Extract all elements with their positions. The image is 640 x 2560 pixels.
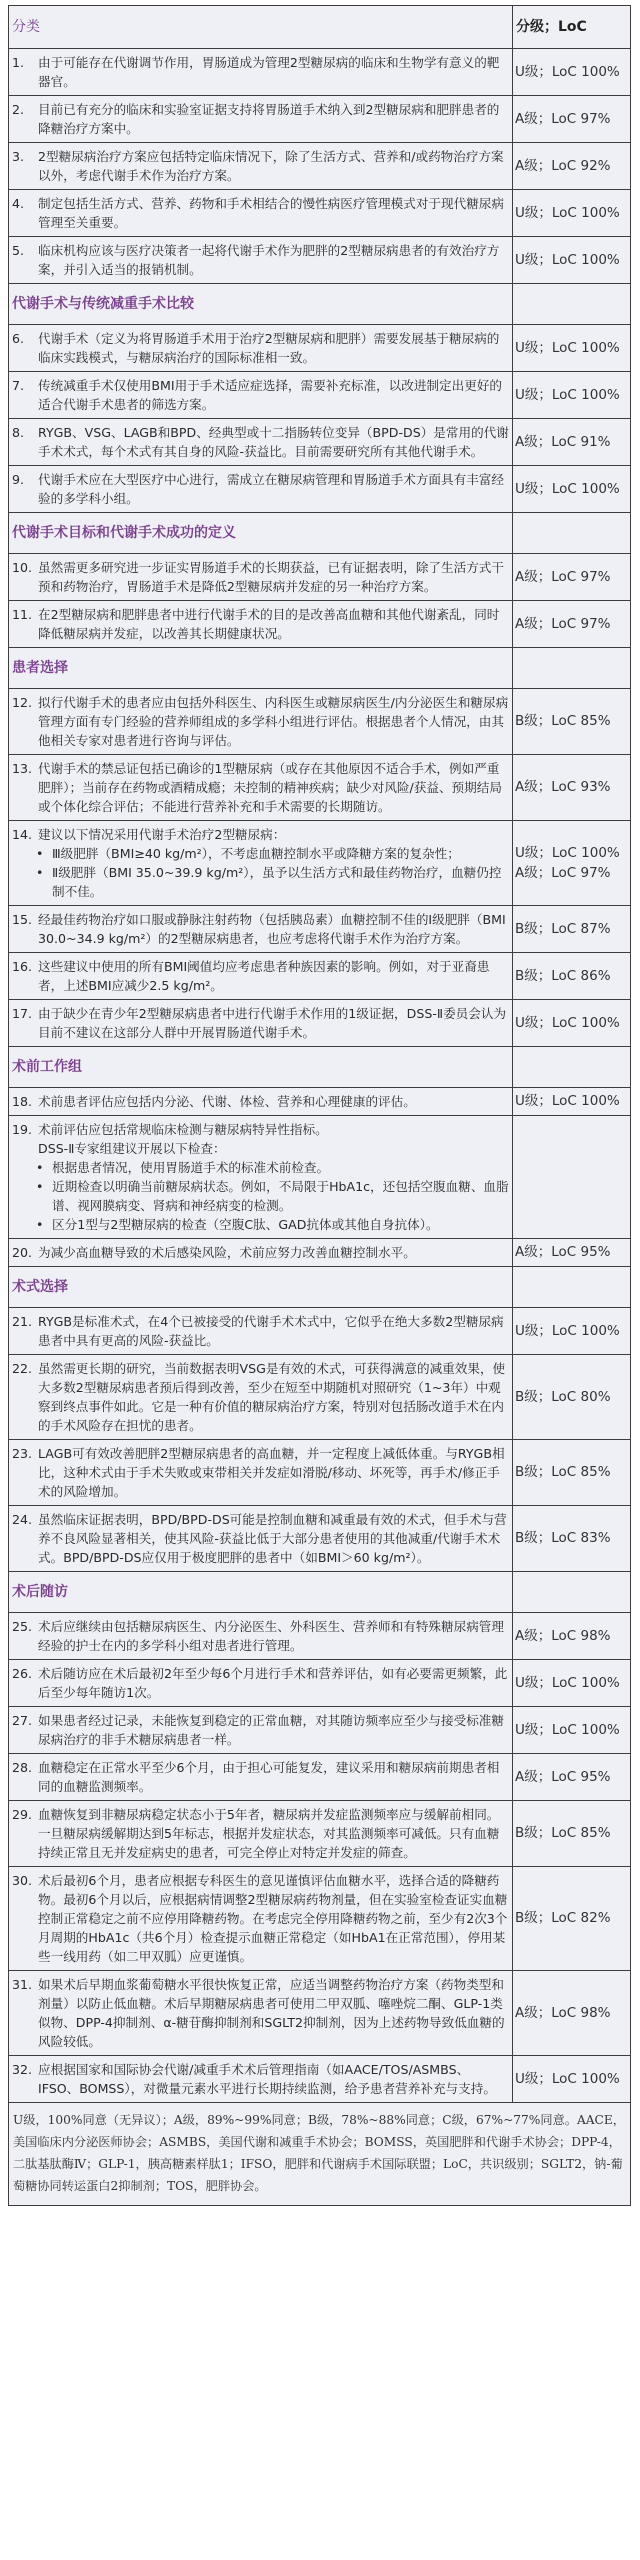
recommendation-cell	[9, 554, 513, 601]
table-row	[9, 1867, 631, 1971]
grade-cell	[513, 755, 631, 821]
recommendation-cell	[9, 1088, 513, 1116]
section-grade-cell	[513, 284, 631, 325]
recommendation-text: 经最佳药物治疗如口服或静脉注射药物（包括胰岛素）血糖控制不佳的Ⅰ级肥胖（BMI 30.0~34.9 kg/m²）的2型糖尿病患者，也应考虑将代谢手术作为治疗方案。	[38, 912, 506, 946]
recommendation-text: 制定包括生活方式、营养、药物和手术相结合的慢性病医疗管理模式对于现代糖尿病管理至关重要。	[38, 196, 504, 230]
recommendation-cell	[9, 96, 513, 143]
recommendation	[12, 693, 509, 750]
grade-cell	[513, 1971, 631, 2056]
recommendation-body	[38, 558, 509, 596]
grade-cell	[513, 143, 631, 190]
recommendation-text: LAGB可有效改善肥胖2型糖尿病患者的高血糖，并一定程度上减低体重。与RYGB相比，这种术式由于手术失败或束带相关并发症如滑脱/移动、坏死等，再手术/修正手术的风险增加。	[38, 1446, 505, 1499]
recommendation-number: 26.	[12, 1666, 33, 1681]
header-category: 分类	[9, 6, 513, 49]
recommendation-text: 如果术后早期血浆葡萄糖水平很快恢复正常，应适当调整药物治疗方案（药物类型和剂量）以防止低血糖。术后早期糖尿病患者可使用二甲双胍、噻唑烷二酮、GLP-1类似物、DPP-4抑制剂、α-糖苷酶抑制剂和SGLT2抑制剂，因为上述药物导致低血糖的风险较低。	[38, 1977, 505, 2049]
recommendation-text: 如果患者经过记录，未能恢复到稳定的正常血糖，对其随访频率应至少与接受标准糖尿病治疗的非手术糖尿病患者一样。	[38, 1713, 504, 1747]
table-row	[9, 1116, 631, 1239]
table-row	[9, 237, 631, 284]
section-title: 术前工作组	[12, 1059, 82, 1075]
recommendation	[12, 1711, 509, 1749]
recommendation-body	[38, 53, 509, 91]
recommendation-body	[38, 1312, 509, 1350]
recommendation-body	[38, 2060, 509, 2098]
recommendation-text: 建议以下情况采用代谢手术治疗2型糖尿病：	[38, 827, 286, 842]
recommendation-cell	[9, 601, 513, 648]
recommendation	[12, 605, 509, 643]
recommendation-number: 12.	[12, 695, 33, 710]
table-row	[9, 1971, 631, 2056]
grade-cell	[513, 906, 631, 953]
grade-cell	[513, 1867, 631, 1971]
consensus-document	[8, 5, 630, 2206]
grade-cell	[513, 419, 631, 466]
grade-cell	[513, 1000, 631, 1047]
recommendation-text: 在2型糖尿病和肥胖患者中进行代谢手术的目的是改善高血糖和其他代谢紊乱，同时降低糖尿病并发症，以改善其长期健康状况。	[38, 607, 500, 641]
grade-value: U级；LoC 100%	[515, 1322, 620, 1339]
grade-cell	[513, 1308, 631, 1355]
table-row	[9, 49, 631, 96]
recommendation-text: RYGB、VSG、LAGB和BPD、经典型或十二指肠转位变异（BPD-DS）是常用的代谢手术术式，每个术式有其自身的风险-获益比。目前需要研究所有其他代谢手术。	[38, 425, 509, 459]
table-row	[9, 554, 631, 601]
recommendation	[12, 1004, 509, 1042]
recommendation	[12, 910, 509, 948]
recommendation-body	[38, 1004, 509, 1042]
section-header-row	[9, 513, 631, 554]
header-grade: 分级；LoC	[513, 6, 631, 49]
recommendation-cell	[9, 1613, 513, 1660]
recommendation	[12, 470, 509, 508]
recommendation-subtext: DSS-Ⅱ专家组建议开展以下检查：	[38, 1141, 226, 1156]
recommendation-text: 临床机构应该与医疗决策者一起将代谢手术作为肥胖的2型糖尿病患者的有效治疗方案，并引入适当的报销机制。	[38, 243, 500, 277]
recommendation-cell	[9, 1971, 513, 2056]
recommendation-number: 30.	[12, 1873, 33, 1888]
grade-cell	[513, 1440, 631, 1506]
grade-cell	[513, 1355, 631, 1440]
recommendation-body	[38, 100, 509, 138]
grade-value: B级；LoC 85%	[515, 1464, 611, 1480]
recommendation-cell	[9, 1867, 513, 1971]
recommendation-body	[38, 1444, 509, 1501]
recommendation	[12, 1092, 509, 1111]
table-row	[9, 1088, 631, 1116]
recommendation-cell	[9, 143, 513, 190]
recommendation-cell	[9, 1440, 513, 1506]
recommendation-cell	[9, 1308, 513, 1355]
recommendation-text: 术前患者评估应包括内分泌、代谢、体检、营养和心理健康的评估。	[38, 1094, 416, 1109]
recommendation-body	[38, 241, 509, 279]
recommendation-number: 10.	[12, 560, 33, 575]
recommendation-body	[38, 1758, 509, 1796]
recommendation-body	[38, 910, 509, 948]
recommendation-number: 1.	[12, 55, 25, 70]
table-row	[9, 325, 631, 372]
grade-value: A级；LoC 95%	[515, 1244, 611, 1260]
grade-value: U级；LoC 100%	[515, 251, 620, 268]
recommendation-number: 20.	[12, 1245, 33, 1260]
recommendation-number: 3.	[12, 149, 25, 164]
section-title: 患者选择	[12, 660, 68, 676]
recommendation-number: 22.	[12, 1361, 33, 1376]
recommendation-number: 16.	[12, 959, 33, 974]
recommendation-number: 13.	[12, 761, 33, 776]
recommendation-text: 术后应继续由包括糖尿病医生、内分泌医生、外科医生、营养师和有特殊糖尿病管理经验的护士在内的多学科小组对患者进行管理。	[38, 1619, 504, 1653]
section-title: 术式选择	[12, 1279, 68, 1295]
recommendation-number: 23.	[12, 1446, 33, 1461]
recommendation-cell	[9, 755, 513, 821]
recommendation	[12, 759, 509, 816]
recommendation-text: 血糖恢复到非糖尿病稳定状态小于5年者，糖尿病并发症监测频率应与缓解前相同。一旦糖尿病缓解期达到5年标志，根据并发症状态，对其监测频率可减低。只有血糖持续正常且无并发症病史的患者，可完全停止对特定并发症的筛查。	[38, 1807, 500, 1860]
table-row	[9, 1239, 631, 1267]
recommendation-number: 24.	[12, 1512, 33, 1527]
recommendation-body	[38, 693, 509, 750]
grade-value: A级；LoC 91%	[515, 433, 611, 450]
recommendation-body	[38, 1805, 509, 1862]
grade-cell	[513, 1088, 631, 1116]
recommendation	[12, 558, 509, 596]
recommendation-cell	[9, 1754, 513, 1801]
recommendation-number: 9.	[12, 472, 25, 487]
grade-value: U级；LoC 100%	[515, 480, 620, 497]
recommendation-cell	[9, 190, 513, 237]
recommendation-text: 术前评估应包括常规临床检测与糖尿病特异性指标。	[38, 1122, 328, 1137]
grade-cell	[513, 1707, 631, 1754]
table-row	[9, 1613, 631, 1660]
recommendation-text: 这些建议中使用的所有BMI阈值均应考虑患者种族因素的影响。例如，对于亚裔患者，上述BMI应减少2.5 kg/m²。	[38, 959, 490, 993]
section-grade-cell	[513, 513, 631, 554]
grade-value: A级；LoC 93%	[515, 779, 611, 795]
recommendation	[12, 1871, 509, 1966]
footnote-row	[9, 2103, 631, 2206]
section-title-cell	[9, 1572, 513, 1613]
bullet-item: • 根据患者情况，使用胃肠道手术的标准术前检查。	[52, 1158, 509, 1177]
grade-cell	[513, 49, 631, 96]
section-grade-cell	[513, 1267, 631, 1308]
grade-value: A级；LoC 97%	[515, 110, 611, 127]
recommendation-body	[38, 1975, 509, 2051]
recommendation	[12, 1312, 509, 1350]
recommendation-cell	[9, 325, 513, 372]
recommendation-body	[38, 376, 509, 414]
recommendation-body	[38, 329, 509, 367]
grade-cell	[513, 1116, 631, 1239]
recommendation-number: 21.	[12, 1314, 33, 1329]
recommendation-text: 为减少高血糖导致的术后感染风险，术前应努力改善血糖控制水平。	[38, 1245, 416, 1260]
recommendation-body	[38, 605, 509, 643]
recommendation	[12, 1444, 509, 1501]
table-row	[9, 143, 631, 190]
grade-cell	[513, 237, 631, 284]
recommendation-cell	[9, 1660, 513, 1707]
grade-value: U级；LoC 100%	[515, 1014, 620, 1031]
recommendation-text: 由于可能存在代谢调节作用，胃肠道成为管理2型糖尿病的临床和生物学有意义的靶器官。	[38, 55, 500, 89]
recommendation-text: 术后随访应在术后最初2年至少每6个月进行手术和营养评估，如有必要需更频繁，此后至少每年随访1次。	[38, 1666, 508, 1700]
recommendation-text: 由于缺少在青少年2型糖尿病患者中进行代谢手术作用的1级证据，DSS-Ⅱ委员会认为目前不建议在这部分人群中开展胃肠道代谢手术。	[38, 1006, 507, 1040]
recommendation	[12, 1359, 509, 1435]
bullet-list	[12, 1158, 509, 1234]
recommendation	[12, 1758, 509, 1796]
grade-value: U级；LoC 100%	[515, 63, 620, 80]
recommendation-cell	[9, 372, 513, 419]
grade-value: A级；LoC 95%	[515, 1768, 611, 1785]
bullet-item: • Ⅲ级肥胖（BMI≥40 kg/m²），不考虑血糖控制水平或降糖方案的复杂性；	[52, 844, 509, 863]
grade-cell	[513, 96, 631, 143]
footnote: U级，100%同意（无异议）；A级，89%~99%同意；B级，78%~88%同意；C级，67%~77%同意。AACE，美国临床内分泌医师协会；ASMBS，美国代谢和减重手术协会；BOMSS，英国肥胖和代谢手术协会；DPP-4，二肽基肽酶Ⅳ；GLP-1，胰高糖素样肽1；IFSO，肥胖和代谢病手术国际联盟；LoC，共识级别；SGLT2，钠-葡萄糖协同转运蛋白2抑制剂；TOS，肥胖协会。	[9, 2103, 631, 2206]
section-title-cell	[9, 513, 513, 554]
recommendation-body	[38, 470, 509, 508]
recommendation-text: 2型糖尿病治疗方案应包括特定临床情况下，除了生活方式、营养和/或药物治疗方案以外，考虑代谢手术作为治疗方案。	[38, 149, 504, 183]
grade-value: A级；LoC 98%	[515, 2004, 611, 2021]
recommendation-cell	[9, 906, 513, 953]
grade-cell	[513, 1239, 631, 1267]
bullet-item: • Ⅱ级肥胖（BMI 35.0~39.9 kg/m²），虽予以生活方式和最佳药物治疗，血糖仍控制不佳。	[52, 863, 509, 901]
table-row	[9, 1506, 631, 1572]
recommendation-text: 目前已有充分的临床和实验室证据支持将胃肠道手术纳入到2型糖尿病和肥胖患者的降糖治疗方案中。	[38, 102, 500, 136]
recommendation-number: 25.	[12, 1619, 33, 1634]
grade-cell	[513, 821, 631, 906]
grade-value: B级；LoC 80%	[515, 1388, 611, 1405]
recommendation-number: 28.	[12, 1760, 33, 1775]
recommendation-text: 拟行代谢手术的患者应由包括外科医生、内科医生或糖尿病医生/内分泌医生和糖尿病管理方面有专门经验的营养师组成的多学科小组进行评估。根据患者个人情况，由其他相关专家对患者进行咨询与评估。	[38, 695, 509, 748]
recommendation	[12, 53, 509, 91]
table-row	[9, 1707, 631, 1754]
recommendation-body	[38, 1243, 509, 1262]
grade-value: B级；LoC 85%	[515, 1825, 611, 1841]
grade-cell	[513, 554, 631, 601]
recommendation	[12, 147, 509, 185]
grade-value: A级；LoC 97%	[515, 568, 611, 585]
section-title-cell	[9, 1047, 513, 1088]
grade-cell	[513, 1613, 631, 1660]
grade-cell	[513, 1754, 631, 1801]
grade-value: U级；LoC 100%	[515, 339, 620, 356]
table-row	[9, 419, 631, 466]
recommendation	[12, 957, 509, 995]
recommendation	[12, 1975, 509, 2051]
table-row	[9, 1000, 631, 1047]
recommendations-table	[8, 5, 631, 2206]
table-row	[9, 689, 631, 755]
recommendation-cell	[9, 1116, 513, 1239]
recommendation-cell	[9, 1707, 513, 1754]
recommendation-body	[38, 1617, 509, 1655]
recommendation-number: 11.	[12, 607, 33, 622]
table-row	[9, 1754, 631, 1801]
recommendation-number: 17.	[12, 1006, 33, 1021]
table-header-row	[9, 6, 631, 49]
recommendation-body	[38, 1871, 509, 1966]
recommendation	[12, 1664, 509, 1702]
recommendation-body	[38, 1711, 509, 1749]
grade-value: U级；LoC 100%	[515, 386, 620, 403]
recommendation-text: 代谢手术应在大型医疗中心进行，需成立在糖尿病管理和胃肠道手术方面具有丰富经验的多学科小组。	[38, 472, 504, 506]
table-row	[9, 2056, 631, 2103]
grade-value: U级；LoC 100%	[515, 2070, 620, 2087]
grade-value: B级；LoC 86%	[515, 967, 611, 984]
grade-value: B级；LoC 85%	[515, 713, 611, 729]
table-row	[9, 96, 631, 143]
recommendation-number: 19.	[12, 1122, 33, 1137]
recommendation-cell	[9, 2056, 513, 2103]
grade-value: U级；LoC 100%	[515, 845, 620, 861]
grade-cell	[513, 190, 631, 237]
recommendation	[12, 241, 509, 279]
recommendation	[12, 329, 509, 367]
recommendation	[12, 2060, 509, 2098]
recommendation	[12, 1510, 509, 1567]
recommendation-cell	[9, 1506, 513, 1572]
recommendation-text: 代谢手术的禁忌证包括已确诊的1型糖尿病（或存在其他原因不适合手术，例如严重肥胖）；当前存在药物或酒精成瘾；未控制的精神疾病；缺少对风险/获益、预期结局或个体化综合评估；不能进行营养补充和手术需要的长期随访。	[38, 761, 502, 814]
grade-cell	[513, 689, 631, 755]
recommendation-text: 术后最初6个月，患者应根据专科医生的意见谨慎评估血糖水平，选择合适的降糖药物。最初6个月以后，应根据病情调整2型糖尿病药物剂量，但在实验室检查证实血糖控制正常稳定之前不应停用降糖药物。在考虑完全停用降糖药物之前，至少有2次3个月周期的HbA1c（共6个月）检查提示血糖正常稳定（如HbA1在正常范围），停用某些一线用药（如二甲双胍）应更谨慎。	[38, 1873, 508, 1964]
grade-value: A级；LoC 92%	[515, 157, 611, 174]
table-row	[9, 1308, 631, 1355]
recommendation-cell	[9, 1801, 513, 1867]
recommendation-body	[38, 1510, 509, 1567]
grade-value: A级；LoC 97%	[515, 615, 611, 632]
recommendation-text: 代谢手术（定义为将胃肠道手术用于治疗2型糖尿病和肥胖）需要发展基于糖尿病的临床实践模式，与糖尿病治疗的国际标准相一致。	[38, 331, 500, 365]
recommendation-cell	[9, 689, 513, 755]
table-row	[9, 1440, 631, 1506]
recommendation-number: 7.	[12, 378, 25, 393]
section-grade-cell	[513, 1047, 631, 1088]
recommendation	[12, 100, 509, 138]
recommendation-number: 27.	[12, 1713, 33, 1728]
recommendation-body	[38, 1092, 509, 1111]
section-header-row	[9, 648, 631, 689]
grade-cell	[513, 601, 631, 648]
recommendation-cell	[9, 1239, 513, 1267]
grade-cell	[513, 1506, 631, 1572]
recommendation-text: 血糖稳定在正常水平至少6个月，由于担心可能复发，建议采用和糖尿病前期患者相同的血糖监测频率。	[38, 1760, 500, 1794]
section-title: 代谢手术与传统减重手术比较	[12, 296, 194, 312]
table-row	[9, 906, 631, 953]
recommendation-number: 31.	[12, 1977, 33, 1992]
recommendation-text: 传统减重手术仅使用BMI用于手术适应症选择，需要补充标准，以改进制定出更好的适合代谢手术患者的筛选方案。	[38, 378, 503, 412]
table-row	[9, 466, 631, 513]
recommendation-cell	[9, 1000, 513, 1047]
section-header-row	[9, 1267, 631, 1308]
recommendation	[12, 1617, 509, 1655]
recommendation-body	[38, 1120, 509, 1158]
recommendation-number: 5.	[12, 243, 25, 258]
recommendation	[12, 825, 509, 844]
table-row	[9, 601, 631, 648]
bullet-list	[12, 844, 509, 901]
table-row	[9, 372, 631, 419]
grade-value: U级；LoC 100%	[515, 1721, 620, 1738]
recommendation-cell	[9, 49, 513, 96]
table-row	[9, 1660, 631, 1707]
table-row	[9, 755, 631, 821]
recommendation-body	[38, 147, 509, 185]
grade-cell	[513, 325, 631, 372]
recommendation-number: 18.	[12, 1094, 33, 1109]
table-row	[9, 1355, 631, 1440]
section-title: 术后随访	[12, 1584, 68, 1600]
recommendation-cell	[9, 821, 513, 906]
recommendation	[12, 1243, 509, 1262]
grade-cell	[513, 466, 631, 513]
grade-value: B级；LoC 82%	[515, 1910, 611, 1926]
section-title: 代谢手术目标和代谢手术成功的定义	[12, 525, 236, 541]
grade-cell	[513, 1660, 631, 1707]
recommendation-number: 6.	[12, 331, 25, 346]
recommendation-cell	[9, 466, 513, 513]
section-header-row	[9, 1572, 631, 1613]
recommendation	[12, 423, 509, 461]
recommendation-text: 虽然临床证据表明，BPD/BPD-DS可能是控制血糖和减重最有效的术式，但手术与营养不良风险显著相关，使其风险-获益比低于大部分患者使用的其他减重/代谢手术术式。BPD/BPD-DS应仅用于极度肥胖的患者中（如BMI＞60 kg/m²）。	[38, 1512, 507, 1565]
recommendation-number: 32.	[12, 2062, 33, 2077]
grade-value: B级；LoC 83%	[515, 1530, 611, 1546]
grade-value: A级；LoC 97%	[515, 865, 611, 881]
recommendation	[12, 1805, 509, 1862]
recommendation-body	[38, 1359, 509, 1435]
recommendation-body	[38, 194, 509, 232]
recommendation-body	[38, 759, 509, 816]
recommendation-cell	[9, 953, 513, 1000]
section-header-row	[9, 1047, 631, 1088]
recommendation-number: 4.	[12, 196, 25, 211]
grade-value: A级；LoC 98%	[515, 1627, 611, 1644]
grade-value: U级；LoC 100%	[515, 1674, 620, 1691]
bullet-item: • 近期检查以明确当前糖尿病状态。例如，不局限于HbA1c，还包括空腹血糖、血脂谱、视网膜病变、肾病和神经病变的检测。	[52, 1177, 509, 1215]
recommendation-cell	[9, 237, 513, 284]
recommendation-text: 虽然需更长期的研究，当前数据表明VSG是有效的术式，可获得满意的减重效果，使大多数2型糖尿病患者预后得到改善，至少在短至中期随机对照研究（1~3年）中观察到终点事件如此。它是一种有价值的糖尿病治疗方案，特别对包括肠改道手术在内的手术风险存在担忧的患者。	[38, 1361, 506, 1433]
recommendation	[12, 1120, 509, 1158]
grade-value: B级；LoC 87%	[515, 920, 611, 937]
section-grade-cell	[513, 1572, 631, 1613]
recommendation-body	[38, 825, 509, 844]
section-header-row	[9, 284, 631, 325]
recommendation-cell	[9, 1355, 513, 1440]
recommendation-text: RYGB是标准术式，在4个已被接受的代谢手术术式中，它似乎在绝大多数2型糖尿病患者中具有更高的风险-获益比。	[38, 1314, 504, 1348]
recommendation-cell	[9, 419, 513, 466]
table-row	[9, 190, 631, 237]
recommendation-number: 29.	[12, 1807, 33, 1822]
recommendation	[12, 376, 509, 414]
recommendation-number: 15.	[12, 912, 33, 927]
recommendation-body	[38, 1664, 509, 1702]
grade-value: U级；LoC 100%	[515, 204, 620, 221]
recommendation-number: 14.	[12, 827, 33, 842]
section-title-cell	[9, 1267, 513, 1308]
grade-cell	[513, 2056, 631, 2103]
recommendation-text: 虽然需更多研究进一步证实胃肠道手术的长期获益，已有证据表明，除了生活方式干预和药物治疗，胃肠道手术是降低2型糖尿病并发症的另一种治疗方案。	[38, 560, 504, 594]
table-row	[9, 953, 631, 1000]
table-row	[9, 821, 631, 906]
grade-cell	[513, 1801, 631, 1867]
recommendation-body	[38, 423, 509, 461]
recommendation-number: 2.	[12, 102, 25, 117]
section-title-cell	[9, 648, 513, 689]
recommendation-text: 应根据国家和国际协会代谢/减重手术术后管理指南（如AACE/TOS/ASMBS、IFSO、BOMSS），对微量元素水平进行长期持续监测，给予患者营养补充与支持。	[38, 2062, 496, 2096]
grade-cell	[513, 372, 631, 419]
recommendation	[12, 194, 509, 232]
recommendation-body	[38, 957, 509, 995]
grade-cell	[513, 953, 631, 1000]
bullet-item: • 区分1型与2型糖尿病的检查（空腹C肽、GAD抗体或其他自身抗体）。	[52, 1215, 509, 1234]
section-title-cell	[9, 284, 513, 325]
recommendation-number: 8.	[12, 425, 25, 440]
grade-value: U级；LoC 100%	[515, 1093, 620, 1109]
table-row	[9, 1801, 631, 1867]
section-grade-cell	[513, 648, 631, 689]
